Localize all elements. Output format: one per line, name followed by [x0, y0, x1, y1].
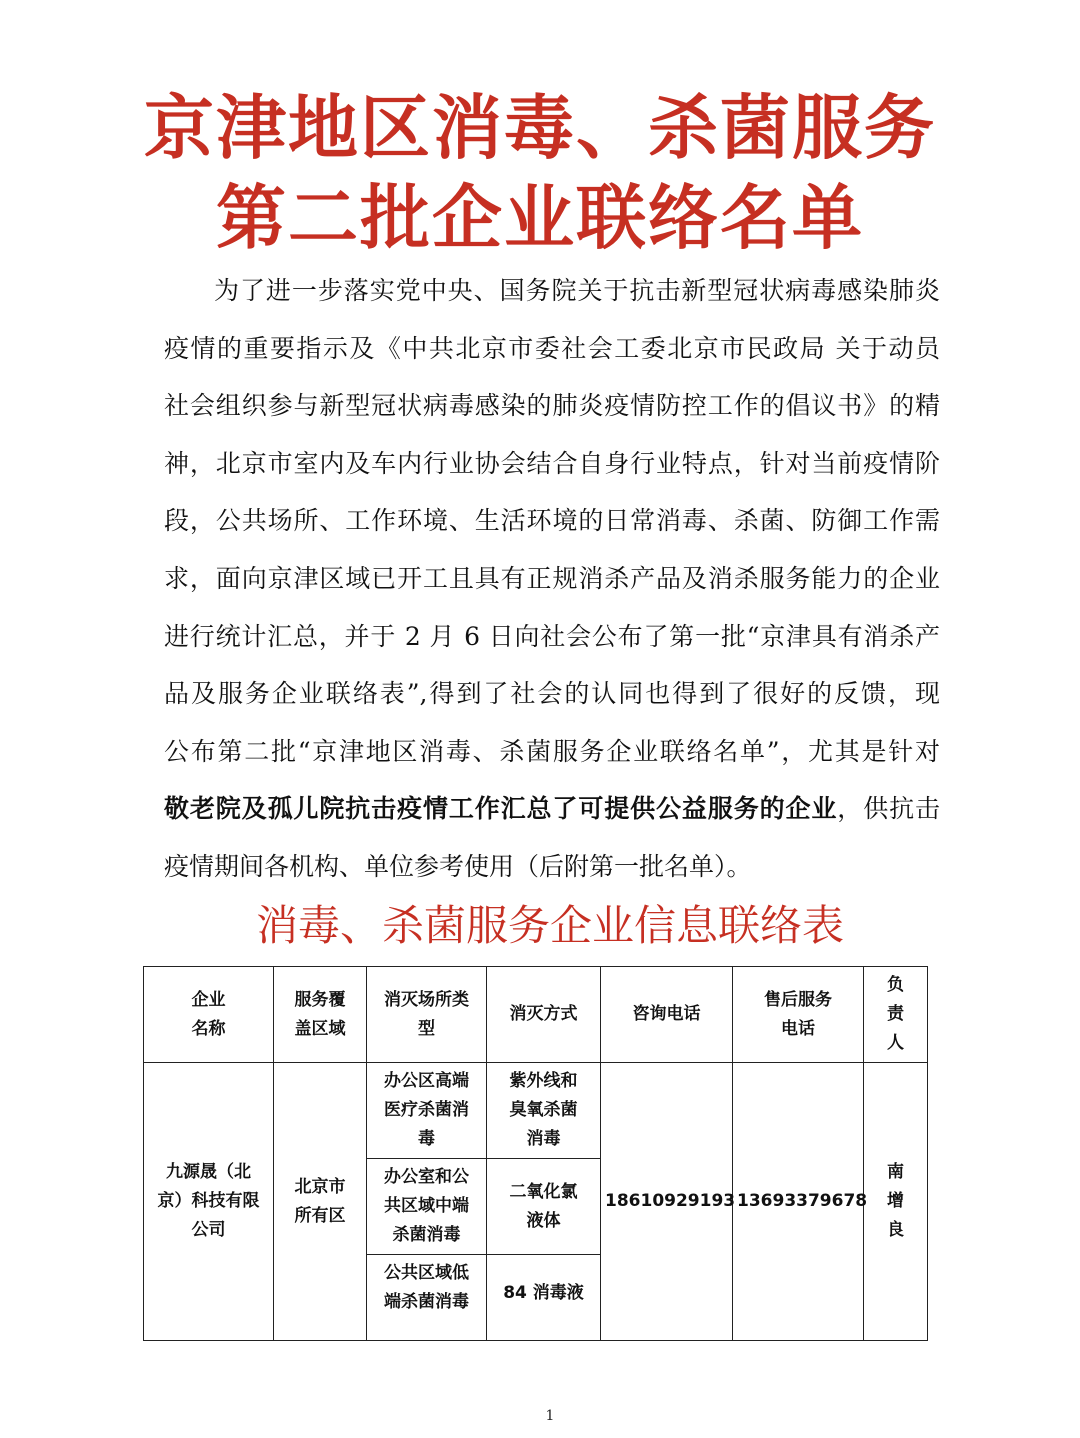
header-area: 服务覆 盖区域	[274, 967, 367, 1063]
header-after-sales-phone: 售后服务 电话	[733, 967, 864, 1063]
cell-area: 北京市 所有区	[274, 1063, 367, 1341]
header-person: 负 责 人	[864, 967, 928, 1063]
header-site-type: 消灭场所类 型	[367, 967, 487, 1063]
table-title: 消毒、杀菌服务企业信息联络表	[255, 901, 844, 950]
cell-person: 南 增 良	[864, 1063, 928, 1341]
cell-after-sales-phone: 13693379678	[733, 1063, 864, 1341]
cell-method: 二氧化氯 液体	[487, 1159, 601, 1255]
cell-method: 紫外线和 臭氧杀菌 消毒	[487, 1063, 601, 1159]
body-line: 神，北京市室内及车内行业协会结合自身行业特点，针对当前疫情阶	[164, 448, 940, 478]
body-line: 品及服务企业联络表”,得到了社会的认同也得到了很好的反馈，现	[164, 679, 940, 709]
document-title-line-1: 京津地区消毒、杀菌服务	[144, 87, 936, 169]
cell-site-type: 公共区域低 端杀菌消毒	[367, 1255, 487, 1341]
body-line: 段，公共场所、工作环境、生活环境的日常消毒、杀菌、防御工作需	[164, 506, 940, 536]
table-row	[144, 1063, 928, 1159]
header-company: 企业 名称	[144, 967, 274, 1063]
document-title-line-2: 第二批企业联络名单	[216, 177, 864, 259]
cell-consult-phone: 18610929193	[601, 1063, 733, 1341]
table-header-row	[144, 967, 928, 1063]
body-line: 求，面向京津区域已开工且具有正规消杀产品及消杀服务能力的企业	[164, 563, 940, 593]
body-line: 疫情的重要指示及《中共北京市委社会工委北京市民政局 关于动员	[164, 333, 940, 363]
cell-site-type: 办公室和公 共区域中端 杀菌消毒	[367, 1159, 487, 1255]
body-line: 社会组织参与新型冠状病毒感染的肺炎疫情防控工作的倡议书》的精	[164, 391, 940, 421]
body-line: 疫情期间各机构、单位参考使用（后附第一批名单）。	[164, 851, 752, 881]
cell-method: 84 消毒液	[487, 1255, 601, 1341]
body-line: 进行统计汇总，并于 2 月 6 日向社会公布了第一批“京津具有消杀产	[164, 621, 940, 651]
body-line-tail: ，供抗击	[837, 794, 940, 824]
cell-company: 九源晟（北 京）科技有限 公司	[144, 1063, 274, 1341]
body-line	[164, 780, 940, 838]
header-consult-phone: 咨询电话	[601, 967, 733, 1063]
body-line: 为了进一步落实党中央、国务院关于抗击新型冠状病毒感染肺炎	[214, 276, 940, 305]
page-number: 1	[545, 1408, 555, 1424]
company-contact-table	[143, 966, 928, 1341]
body-bold-emphasis: 敬老院及孤儿院抗击疫情工作汇总了可提供公益服务的企业	[164, 794, 838, 824]
body-paragraph	[164, 262, 940, 896]
cell-site-type: 办公区高端 医疗杀菌消 毒	[367, 1063, 487, 1159]
body-line: 公布第二批“京津地区消毒、杀菌服务企业联络名单”，尤其是针对	[164, 736, 940, 766]
header-method: 消灭方式	[487, 967, 601, 1063]
